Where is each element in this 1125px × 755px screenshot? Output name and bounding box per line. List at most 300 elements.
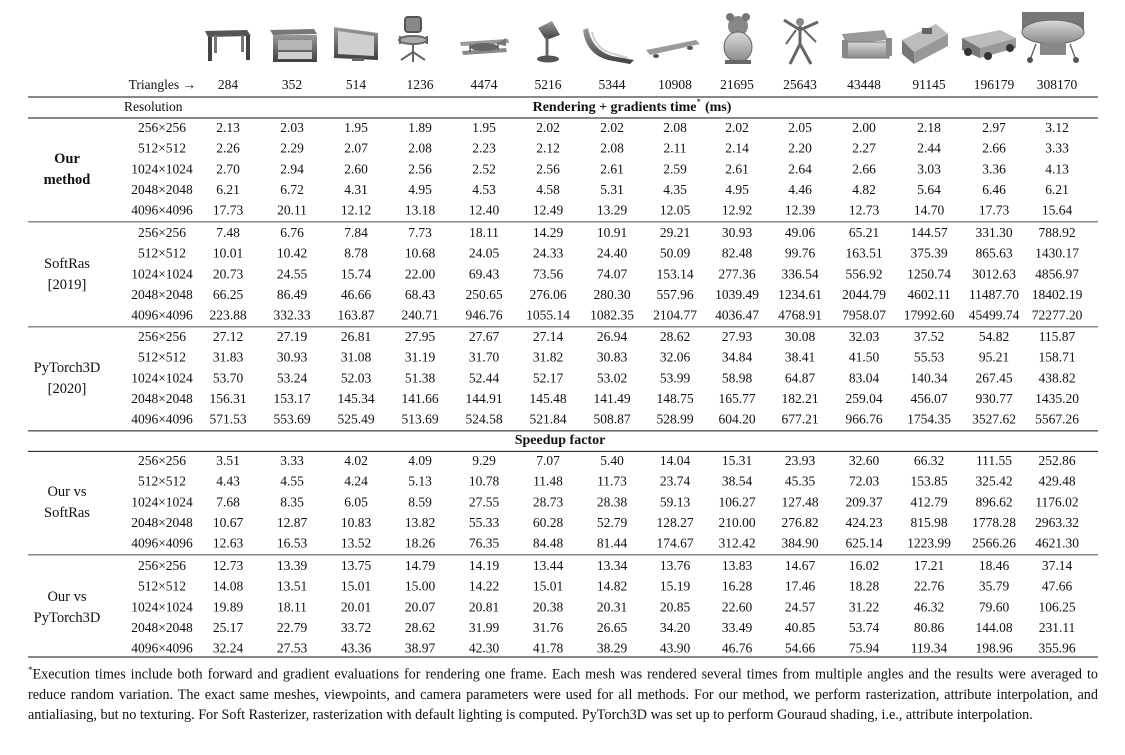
resolution-cell: 4096×4096: [131, 411, 193, 427]
value-cell: 153.14: [656, 266, 694, 282]
value-cell: 209.37: [845, 494, 883, 510]
resolution-cell: 4096×4096: [131, 535, 193, 551]
value-cell: 17.46: [784, 578, 816, 594]
value-cell: 12.87: [276, 514, 308, 530]
value-cell: 14.82: [596, 578, 628, 594]
value-cell: 27.55: [468, 494, 500, 510]
value-cell: 553.69: [273, 411, 311, 427]
value-cell: 153.17: [273, 390, 311, 406]
value-cell: 32.24: [212, 640, 244, 656]
value-cell: 52.79: [596, 514, 628, 530]
value-cell: 18.46: [978, 558, 1010, 574]
value-cell: 72.03: [848, 473, 880, 489]
value-cell: 46.32: [913, 599, 945, 615]
value-cell: 12.92: [721, 202, 753, 218]
value-cell: 331.30: [975, 225, 1013, 241]
value-cell: 7.07: [536, 453, 560, 469]
resolution-cell: 1024×1024: [131, 494, 193, 510]
triangle-count: 10908: [658, 77, 692, 93]
value-cell: 27.93: [721, 329, 753, 345]
value-cell: 20.38: [532, 599, 564, 615]
value-cell: 5.13: [408, 473, 432, 489]
group-label-line: Our: [54, 151, 80, 168]
value-cell: 332.33: [273, 307, 311, 323]
value-cell: 15.64: [1041, 202, 1073, 218]
value-cell: 198.96: [975, 640, 1013, 656]
value-cell: 14.29: [532, 225, 564, 241]
resolution-cell: 1024×1024: [131, 266, 193, 282]
value-cell: 60.28: [532, 514, 564, 530]
value-cell: 6.21: [1045, 181, 1069, 197]
value-cell: 52.17: [532, 370, 564, 386]
value-cell: 53.74: [848, 619, 880, 635]
resolution-cell: 256×256: [137, 558, 187, 574]
value-cell: 375.39: [910, 245, 948, 261]
value-cell: 4621.30: [1035, 535, 1079, 551]
value-cell: 22.79: [276, 619, 308, 635]
value-cell: 148.75: [656, 390, 694, 406]
value-cell: 34.84: [721, 349, 753, 365]
value-cell: 163.51: [845, 245, 883, 261]
value-cell: 182.21: [781, 390, 819, 406]
value-cell: 20.31: [596, 599, 628, 615]
value-cell: 10.83: [340, 514, 372, 530]
value-cell: 5567.26: [1035, 411, 1079, 427]
value-cell: 2044.79: [842, 286, 886, 302]
value-cell: 625.14: [845, 535, 883, 551]
value-cell: 10.01: [212, 245, 244, 261]
value-cell: 2.20: [788, 140, 812, 156]
value-cell: 966.76: [845, 411, 883, 427]
value-cell: 86.49: [276, 286, 308, 302]
value-cell: 896.62: [975, 494, 1013, 510]
resolution-cell: 2048×2048: [131, 619, 193, 635]
value-cell: 4.46: [788, 181, 812, 197]
value-cell: 52.03: [340, 370, 372, 386]
value-cell: 325.42: [975, 473, 1013, 489]
value-cell: 46.66: [340, 286, 372, 302]
resolution-cell: 512×512: [137, 140, 187, 156]
value-cell: 45499.74: [968, 307, 1020, 323]
value-cell: 5.64: [917, 181, 941, 197]
value-cell: 13.76: [659, 558, 691, 574]
value-cell: 1.95: [472, 120, 496, 136]
value-cell: 1435.20: [1035, 390, 1079, 406]
value-cell: 13.75: [340, 558, 372, 574]
value-cell: 17.73: [212, 202, 244, 218]
value-cell: 2.94: [280, 161, 304, 177]
value-cell: 28.62: [659, 329, 691, 345]
value-cell: 81.44: [596, 535, 628, 551]
group-label-line: Our vs: [47, 484, 87, 501]
value-cell: 12.05: [659, 202, 691, 218]
value-cell: 604.20: [718, 411, 756, 427]
value-cell: 946.76: [465, 307, 503, 323]
value-cell: 158.71: [1038, 349, 1076, 365]
group-label-line: SoftRas: [44, 256, 90, 273]
value-cell: 13.52: [340, 535, 372, 551]
value-cell: 6.21: [216, 181, 240, 197]
value-cell: 18.11: [277, 599, 307, 615]
resolution-cell: 256×256: [137, 453, 187, 469]
value-cell: 38.97: [404, 640, 436, 656]
value-cell: 231.11: [1038, 619, 1076, 635]
triangle-count: 5216: [534, 77, 562, 93]
value-cell: 4.55: [280, 473, 304, 489]
value-cell: 11.73: [597, 473, 627, 489]
value-cell: 2.66: [852, 161, 876, 177]
value-cell: 210.00: [718, 514, 756, 530]
triangle-count: 43448: [847, 77, 881, 93]
value-cell: 280.30: [593, 286, 631, 302]
value-cell: 26.65: [596, 619, 628, 635]
value-cell: 2.02: [600, 120, 624, 136]
value-cell: 41.78: [532, 640, 564, 656]
value-cell: 13.51: [276, 578, 308, 594]
value-cell: 4.13: [1045, 161, 1069, 177]
value-cell: 3012.63: [972, 266, 1016, 282]
value-cell: 7.73: [408, 225, 432, 241]
value-cell: 336.54: [781, 266, 819, 282]
value-cell: 28.62: [404, 619, 436, 635]
value-cell: 14.79: [404, 558, 436, 574]
value-cell: 12.40: [468, 202, 500, 218]
value-cell: 23.93: [784, 453, 816, 469]
value-cell: 141.66: [401, 390, 439, 406]
value-cell: 14.04: [659, 453, 691, 469]
value-cell: 66.25: [212, 286, 244, 302]
value-cell: 18.26: [404, 535, 436, 551]
value-cell: 2.56: [408, 161, 432, 177]
value-cell: 38.41: [784, 349, 816, 365]
value-cell: 18.28: [848, 578, 880, 594]
value-cell: 153.85: [910, 473, 948, 489]
value-cell: 52.44: [468, 370, 500, 386]
value-cell: 312.42: [718, 535, 756, 551]
value-cell: 24.57: [784, 599, 816, 615]
value-cell: 145.48: [529, 390, 567, 406]
value-cell: 788.92: [1038, 225, 1076, 241]
value-cell: 677.21: [781, 411, 819, 427]
value-cell: 3.33: [280, 453, 304, 469]
value-cell: 53.02: [596, 370, 628, 386]
triangle-count: 4474: [470, 77, 498, 93]
value-cell: 79.60: [978, 599, 1010, 615]
value-cell: 2.11: [663, 140, 687, 156]
value-cell: 5.31: [600, 181, 624, 197]
value-cell: 140.34: [910, 370, 948, 386]
value-cell: 2.27: [852, 140, 876, 156]
value-cell: 20.01: [340, 599, 372, 615]
value-cell: 8.35: [280, 494, 304, 510]
value-cell: 2.00: [852, 120, 876, 136]
value-cell: 10.42: [276, 245, 308, 261]
value-cell: 1039.49: [715, 286, 759, 302]
value-cell: 15.31: [721, 453, 753, 469]
value-cell: 27.19: [276, 329, 308, 345]
value-cell: 4.95: [408, 181, 432, 197]
value-cell: 2104.77: [653, 307, 697, 323]
resolution-cell: 256×256: [137, 120, 187, 136]
value-cell: 2.02: [536, 120, 560, 136]
value-cell: 12.63: [212, 535, 244, 551]
value-cell: 55.53: [913, 349, 945, 365]
value-cell: 424.23: [845, 514, 883, 530]
value-cell: 29.21: [659, 225, 691, 241]
value-cell: 4.95: [725, 181, 749, 197]
value-cell: 53.70: [212, 370, 244, 386]
value-cell: 7.84: [344, 225, 368, 241]
value-cell: 4.35: [663, 181, 687, 197]
value-cell: 1250.74: [907, 266, 951, 282]
value-cell: 46.76: [721, 640, 753, 656]
value-cell: 53.24: [276, 370, 308, 386]
value-cell: 144.57: [910, 225, 948, 241]
value-cell: 13.82: [404, 514, 436, 530]
value-cell: 2.14: [725, 140, 749, 156]
value-cell: 8.59: [408, 494, 432, 510]
value-cell: 144.91: [465, 390, 503, 406]
value-cell: 4.43: [216, 473, 240, 489]
value-cell: 556.92: [845, 266, 883, 282]
value-cell: 72277.20: [1031, 307, 1083, 323]
value-cell: 4856.97: [1035, 266, 1079, 282]
value-cell: 111.55: [975, 453, 1013, 469]
value-cell: 42.30: [468, 640, 500, 656]
value-cell: 4036.47: [715, 307, 759, 323]
resolution-cell: 2048×2048: [131, 286, 193, 302]
value-cell: 2.18: [917, 120, 941, 136]
value-cell: 13.18: [404, 202, 436, 218]
value-cell: 14.08: [212, 578, 244, 594]
value-cell: 3.12: [1045, 120, 1069, 136]
value-cell: 75.94: [848, 640, 880, 656]
value-cell: 2.26: [216, 140, 240, 156]
value-cell: 13.34: [596, 558, 628, 574]
value-cell: 6.05: [344, 494, 368, 510]
value-cell: 16.53: [276, 535, 308, 551]
footnote-text: Execution times include both forward and gradient evaluations for rendering one frame. Each mesh was rendered several times from multiple angles and the results were averaged to reduce random variation. The exact same meshes, viewpoints, and camera parameters were used for all methods. For our method, we perform rasterization, attribute interpolation, and antialiasing, but no texturing. For Soft Rasterizer, rasterization with default lighting is computed. PyTorch3D was set up to perform Gouraud shading, i.e., attribute interpolation.: [28, 666, 1098, 724]
resolution-cell: 512×512: [137, 473, 187, 489]
value-cell: 33.72: [340, 619, 372, 635]
value-cell: 2.03: [280, 120, 304, 136]
value-cell: 24.05: [468, 245, 500, 261]
value-cell: 174.67: [656, 535, 694, 551]
value-cell: 35.79: [978, 578, 1010, 594]
value-cell: 31.19: [404, 349, 436, 365]
value-cell: 384.90: [781, 535, 819, 551]
value-cell: 26.81: [340, 329, 372, 345]
value-cell: 4.53: [472, 181, 496, 197]
value-cell: 22.00: [404, 266, 436, 282]
value-cell: 127.48: [781, 494, 819, 510]
value-cell: 521.84: [529, 411, 567, 427]
value-cell: 32.03: [848, 329, 880, 345]
resolution-cell: 256×256: [137, 329, 187, 345]
value-cell: 2.66: [982, 140, 1006, 156]
value-cell: 30.83: [596, 349, 628, 365]
value-cell: 38.29: [596, 640, 628, 656]
value-cell: 27.53: [276, 640, 308, 656]
value-cell: 223.88: [209, 307, 247, 323]
value-cell: 412.79: [910, 494, 948, 510]
value-cell: 141.49: [593, 390, 631, 406]
value-cell: 145.34: [337, 390, 375, 406]
value-cell: 40.85: [784, 619, 816, 635]
value-cell: 74.07: [596, 266, 628, 282]
value-cell: 1778.28: [972, 514, 1016, 530]
value-cell: 2.60: [344, 161, 368, 177]
value-cell: 128.27: [656, 514, 694, 530]
value-cell: 13.39: [276, 558, 308, 574]
triangle-count: 21695: [720, 77, 754, 93]
value-cell: 20.85: [659, 599, 691, 615]
value-cell: 13.29: [596, 202, 628, 218]
value-cell: 12.49: [532, 202, 564, 218]
value-cell: 528.99: [656, 411, 694, 427]
value-cell: 20.73: [212, 266, 244, 282]
value-cell: 106.27: [718, 494, 756, 510]
value-cell: 30.93: [721, 225, 753, 241]
value-cell: 276.06: [529, 286, 567, 302]
value-cell: 84.48: [532, 535, 564, 551]
value-cell: 99.76: [784, 245, 816, 261]
group-label-line: Our vs: [47, 589, 87, 606]
value-cell: 165.77: [718, 390, 756, 406]
value-cell: 18.11: [469, 225, 499, 241]
value-cell: 5.40: [600, 453, 624, 469]
value-cell: 32.60: [848, 453, 880, 469]
triangle-count: 5344: [598, 77, 626, 93]
section-title-time-unit: (ms): [704, 100, 732, 116]
footnote-mark: *: [28, 665, 33, 675]
value-cell: 259.04: [845, 390, 883, 406]
value-cell: 2.13: [216, 120, 240, 136]
resolution-cell: 512×512: [137, 578, 187, 594]
value-cell: 2.12: [536, 140, 560, 156]
resolution-cell: 4096×4096: [131, 307, 193, 323]
value-cell: 54.66: [784, 640, 816, 656]
resolution-cell: 1024×1024: [131, 599, 193, 615]
value-cell: 14.22: [468, 578, 500, 594]
value-cell: 69.43: [468, 266, 500, 282]
value-cell: 31.22: [848, 599, 880, 615]
value-cell: 11.48: [533, 473, 563, 489]
value-cell: 16.28: [721, 578, 753, 594]
value-cell: 865.63: [975, 245, 1013, 261]
value-cell: 267.45: [975, 370, 1013, 386]
resolution-cell: 512×512: [137, 245, 187, 261]
value-cell: 4.02: [344, 453, 368, 469]
value-cell: 25.17: [212, 619, 244, 635]
value-cell: 4.24: [344, 473, 368, 489]
value-cell: 4768.91: [778, 307, 822, 323]
value-cell: 12.12: [340, 202, 372, 218]
value-cell: 456.07: [910, 390, 948, 406]
triangles-label: Triangles →: [128, 77, 196, 93]
value-cell: 51.38: [404, 370, 436, 386]
table-footnote: [28, 660, 1098, 726]
value-cell: 2.56: [536, 161, 560, 177]
value-cell: 2963.32: [1035, 514, 1079, 530]
resolution-cell: 512×512: [137, 349, 187, 365]
value-cell: 115.87: [1038, 329, 1076, 345]
section-title-speedup: Speedup factor: [514, 433, 606, 449]
value-cell: 15.01: [340, 578, 372, 594]
resolution-cell: 1024×1024: [131, 370, 193, 386]
value-cell: 1430.17: [1035, 245, 1079, 261]
value-cell: 27.14: [532, 329, 564, 345]
value-cell: 76.35: [468, 535, 500, 551]
value-cell: 1055.14: [526, 307, 570, 323]
value-cell: 2.08: [408, 140, 432, 156]
value-cell: 20.11: [277, 202, 307, 218]
value-cell: 1082.35: [590, 307, 634, 323]
value-cell: 12.73: [848, 202, 880, 218]
value-cell: 14.70: [913, 202, 945, 218]
value-cell: 31.08: [340, 349, 372, 365]
value-cell: 11487.70: [968, 286, 1020, 302]
value-cell: 38.54: [721, 473, 753, 489]
group-label-line: method: [43, 172, 91, 189]
triangle-count: 352: [281, 77, 303, 93]
value-cell: 4.58: [536, 181, 560, 197]
value-cell: 27.95: [404, 329, 436, 345]
value-cell: 12.73: [212, 558, 244, 574]
value-cell: 22.60: [721, 599, 753, 615]
value-cell: 19.89: [212, 599, 244, 615]
value-cell: 47.66: [1041, 578, 1073, 594]
value-cell: 17.21: [913, 558, 945, 574]
value-cell: 4602.11: [907, 286, 951, 302]
value-cell: 571.53: [209, 411, 247, 427]
value-cell: 27.12: [212, 329, 244, 345]
value-cell: 68.43: [404, 286, 436, 302]
value-cell: 15.00: [404, 578, 436, 594]
value-cell: 20.07: [404, 599, 436, 615]
section-title-time-text: Rendering + gradients time: [532, 100, 697, 116]
value-cell: 6.72: [280, 181, 304, 197]
value-cell: 49.06: [784, 225, 816, 241]
value-cell: 15.74: [340, 266, 372, 282]
value-cell: 24.55: [276, 266, 308, 282]
value-cell: 277.36: [718, 266, 756, 282]
value-cell: 10.91: [596, 225, 628, 241]
value-cell: 2.02: [725, 120, 749, 136]
value-cell: 23.74: [659, 473, 691, 489]
value-cell: 9.29: [472, 453, 496, 469]
value-cell: 24.40: [596, 245, 628, 261]
value-cell: 106.25: [1038, 599, 1076, 615]
value-cell: 1176.02: [1035, 494, 1079, 510]
value-cell: 2.05: [788, 120, 812, 136]
value-cell: 28.73: [532, 494, 564, 510]
value-cell: 15.01: [532, 578, 564, 594]
value-cell: 7.48: [216, 225, 240, 241]
value-cell: 20.81: [468, 599, 500, 615]
value-cell: 43.36: [340, 640, 372, 656]
group-label-line: [2019]: [47, 277, 87, 294]
value-cell: 3.36: [982, 161, 1006, 177]
value-cell: 12.39: [784, 202, 816, 218]
value-cell: 18402.19: [1031, 286, 1083, 302]
value-cell: 557.96: [656, 286, 694, 302]
value-cell: 15.19: [659, 578, 691, 594]
resolution-cell: 2048×2048: [131, 181, 193, 197]
value-cell: 1.89: [408, 120, 432, 136]
value-cell: 930.77: [975, 390, 1013, 406]
value-cell: 53.99: [659, 370, 691, 386]
